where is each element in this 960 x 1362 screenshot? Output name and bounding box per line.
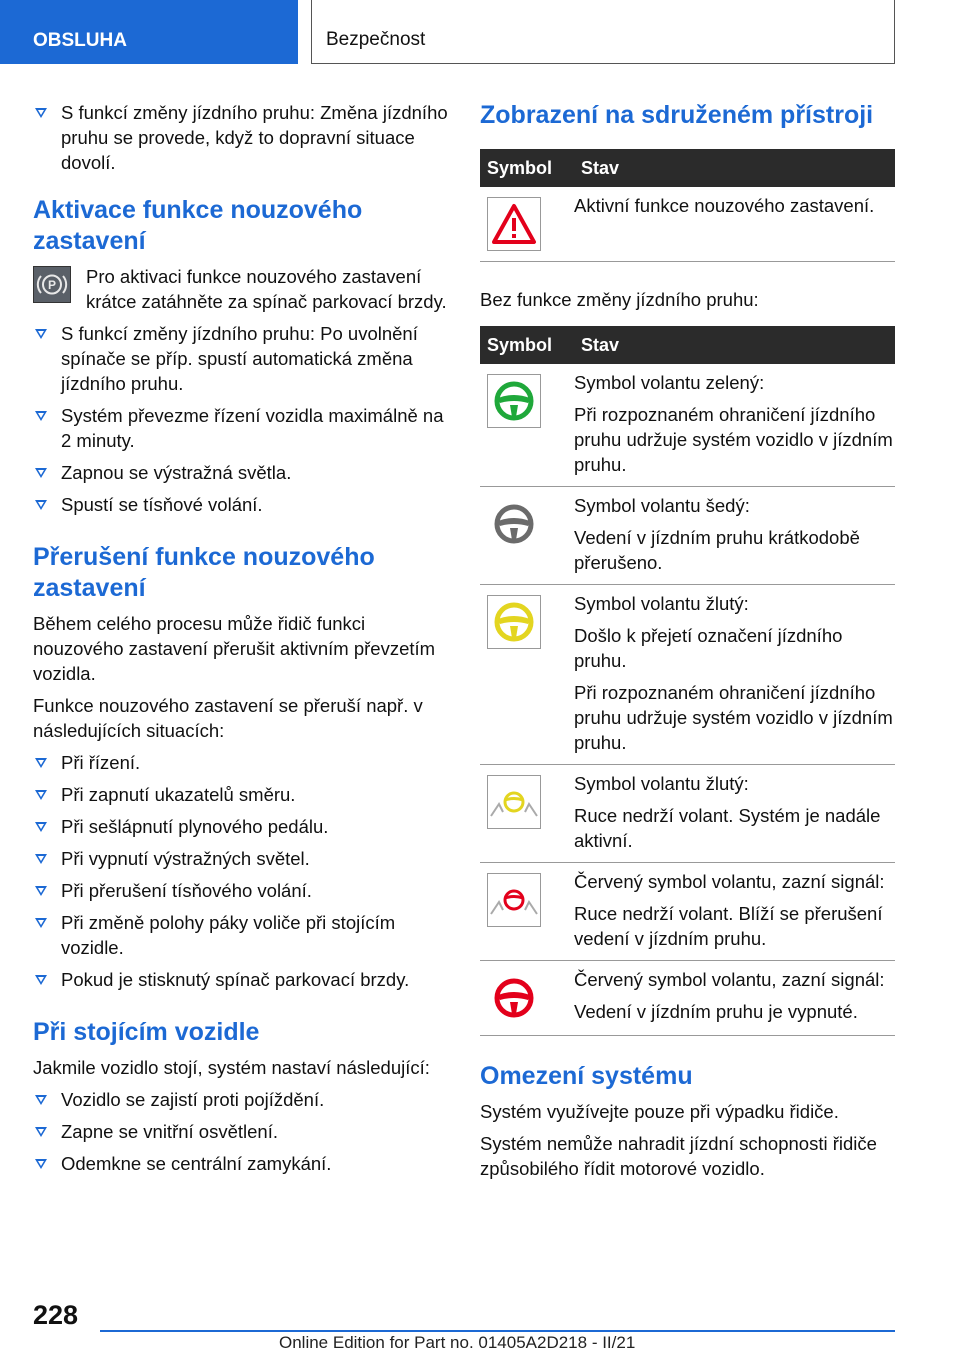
footer-divider xyxy=(100,1330,895,1332)
heading-standing: Při stojícím vozidle xyxy=(33,1018,260,1046)
hands-off-yellow-icon xyxy=(487,775,541,829)
table-row xyxy=(480,187,895,262)
state-text: Aktivní funkce nouzového zastavení. xyxy=(574,195,875,216)
steering-wheel-yellow-icon xyxy=(487,595,541,649)
heading-interrupt: Přerušení funkce nouzového zastavení xyxy=(33,543,375,602)
col-symbol: Symbol xyxy=(480,326,574,364)
steering-wheel-gray-icon xyxy=(487,497,541,551)
list-item: Při vypnutí výstražných světel. xyxy=(33,846,448,871)
table-row xyxy=(480,961,895,1036)
activation-text: Pro aktivaci funkce nouzového zastavení krátce zatáhněte za spínač parkovací brzdy. xyxy=(86,266,447,312)
list-item: Při zapnutí ukazatelů směru. xyxy=(33,782,448,807)
state-text: Při rozpoznaném ohraničení jízdního pruhu udržuje systém vozidlo v jízdním pruhu. xyxy=(574,404,893,475)
state-text: Symbol volantu žlutý: xyxy=(574,773,749,794)
list-item: Spustí se tísňové volání. xyxy=(33,492,448,517)
list-item: Zapne se vnitřní osvětlení. xyxy=(33,1119,448,1144)
page-header-title: Bezpečnost xyxy=(311,0,895,64)
interrupt-paragraph-1: Během celého procesu může řidič funkci nouzového zastavení přerušit aktivním převzetím vozidla. xyxy=(33,613,436,684)
svg-text:P: P xyxy=(47,278,57,292)
list-item: S funkcí změny jízdního pruhu: Po uvolnění spínače se příp. spustí automatická změna jízdního pruhu. xyxy=(33,321,448,396)
standing-text: Jakmile vozidlo stojí, systém nastaví následující: xyxy=(33,1057,430,1078)
state-text: Ruce nedrží volant. Blíží se přerušení vedení v jízdním pruhu. xyxy=(574,903,883,949)
state-text: Došlo k přejetí označení jízdního pruhu. xyxy=(574,625,843,671)
steering-wheel-red-icon xyxy=(487,971,541,1025)
state-text: Při rozpoznaném ohraničení jízdního pruhu udržuje systém vozidlo v jízdním pruhu. xyxy=(574,682,893,753)
col-state: Stav xyxy=(574,326,895,364)
symbol-table-2 xyxy=(480,326,895,1036)
right-column xyxy=(480,100,895,1188)
steering-wheel-green-icon xyxy=(487,374,541,428)
state-text: Symbol volantu šedý: xyxy=(574,495,750,516)
state-text: Vedení v jízdním pruhu krátkodobě přerušeno. xyxy=(574,527,860,573)
list-item: Při řízení. xyxy=(33,750,448,775)
symbol-table-1 xyxy=(480,149,895,262)
hands-off-red-icon xyxy=(487,873,541,927)
left-column xyxy=(33,100,448,1183)
list-item: Odemkne se centrální zamykání. xyxy=(33,1151,448,1176)
parking-brake-icon xyxy=(33,266,71,303)
table-row xyxy=(480,585,895,765)
list-item: Při změně polohy páky voliče při stojícím vozidle. xyxy=(33,910,448,960)
table-row xyxy=(480,863,895,961)
state-text: Symbol volantu žlutý: xyxy=(574,593,749,614)
table-row xyxy=(480,364,895,487)
heading-limits: Omezení systému xyxy=(480,1062,693,1090)
list-item: S funkcí změny jízdního pruhu: Změna jízdního pruhu se provede, když to dopravní situace dovolí. xyxy=(33,100,448,175)
list-item: Při sešlápnutí plynového pedálu. xyxy=(33,814,448,839)
list-item: Systém převezme řízení vozidla maximálně na 2 minuty. xyxy=(33,403,448,453)
footer-edition: Online Edition for Part no. 01405A2D218 - II/21 xyxy=(279,1333,636,1352)
limits-paragraph-2: Systém nemůže nahradit jízdní schopnosti řidiče způsobilého řídit motorové vozidlo. xyxy=(480,1133,877,1179)
state-text: Vedení v jízdním pruhu je vypnuté. xyxy=(574,1001,858,1022)
state-text: Symbol volantu zelený: xyxy=(574,372,765,393)
state-text: Červený symbol volantu, zazní signál: xyxy=(574,969,885,990)
list-item: Vozidlo se zajistí proti pojíždění. xyxy=(33,1087,448,1112)
list-item: Zapnou se výstražná světla. xyxy=(33,460,448,485)
table-row xyxy=(480,487,895,585)
interrupt-paragraph-2: Funkce nouzového zastavení se přeruší např. v následujících situacích: xyxy=(33,695,423,741)
warning-triangle-icon xyxy=(487,197,541,251)
state-text: Ruce nedrží volant. Systém je nadále aktivní. xyxy=(574,805,881,851)
state-text: Červený symbol volantu, zazní signál: xyxy=(574,871,885,892)
limits-paragraph-1: Systém využívejte pouze při výpadku řidiče. xyxy=(480,1101,839,1122)
heading-display: Zobrazení na sdruženém přístroji xyxy=(480,101,874,129)
col-symbol: Symbol xyxy=(480,149,574,187)
table2-caption: Bez funkce změny jízdního pruhu: xyxy=(480,289,759,310)
col-state: Stav xyxy=(574,149,895,187)
activation-text-row xyxy=(33,264,448,314)
table-row xyxy=(480,765,895,863)
list-item: Pokud je stisknutý spínač parkovací brzdy. xyxy=(33,967,448,992)
section-tab: OBSLUHA xyxy=(0,0,298,64)
heading-activation: Aktivace funkce nouzového zastavení xyxy=(33,196,363,255)
page-number: 228 xyxy=(33,1300,79,1330)
list-item: Při přerušení tísňového volání. xyxy=(33,878,448,903)
